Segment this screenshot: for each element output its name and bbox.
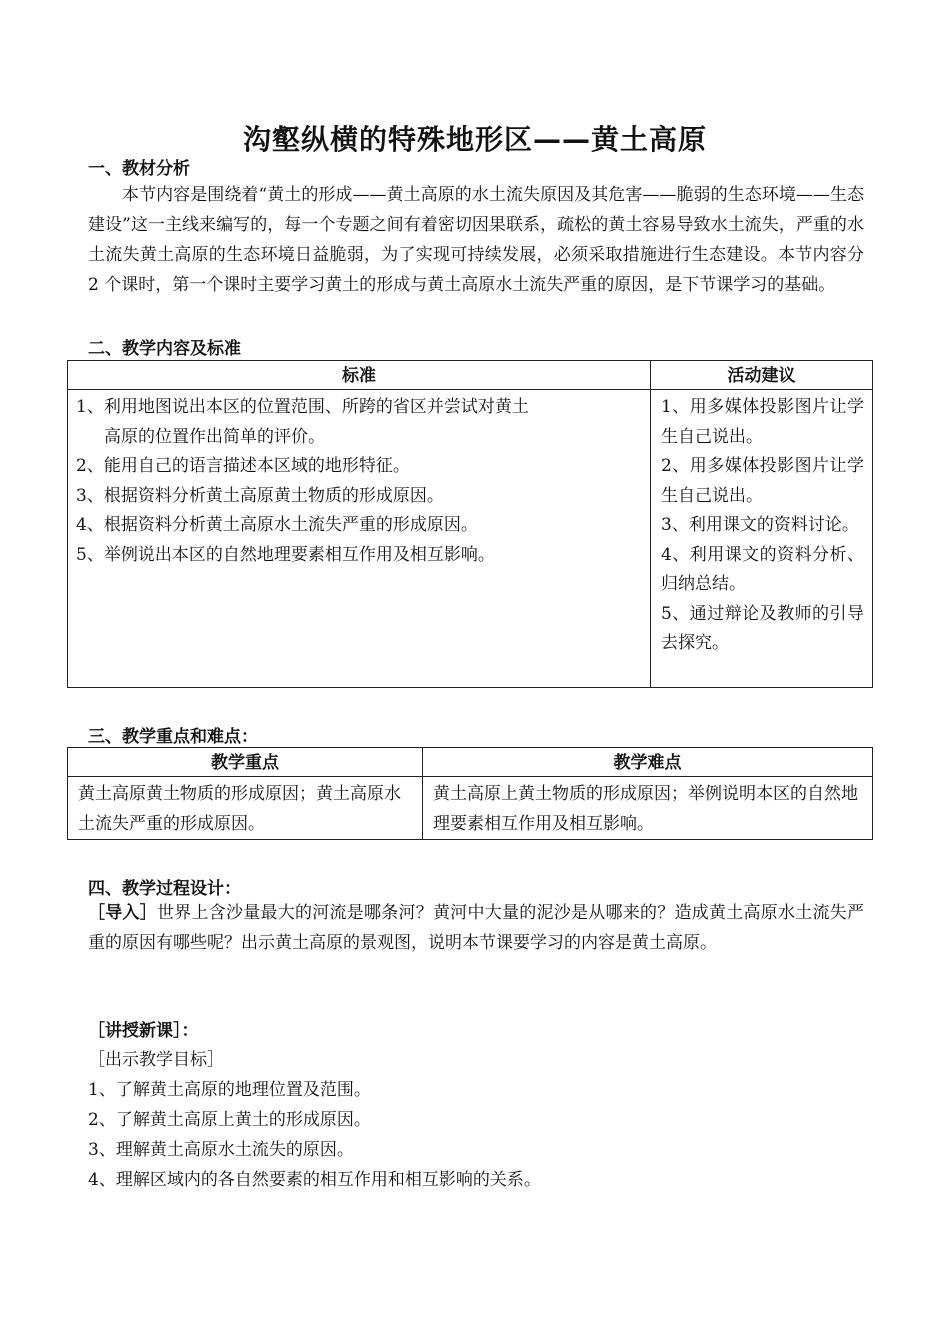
goal-item: 2、了解黄土高原上黄土的形成原因。 xyxy=(88,1110,371,1130)
intro-label: ［导入］ xyxy=(88,903,157,923)
standard-item: 高原的位置作出简单的评价。 xyxy=(104,426,325,447)
standard-item: 3、根据资料分析黄土高原黄土物质的形成原因。 xyxy=(76,485,444,506)
activities-header: 活动建议 xyxy=(651,361,873,390)
activity-item: 2、用多媒体投影图片让学生自己说出。 xyxy=(661,456,864,506)
difficult-cell xyxy=(423,777,873,840)
standards-cell xyxy=(68,390,651,688)
section-heading-process: 四、教学过程设计： xyxy=(88,879,241,899)
goal-item: 1、了解黄土高原的地理位置及范围。 xyxy=(88,1080,371,1100)
goal-item: 4、理解区域内的各自然要素的相互作用和相互影响的关系。 xyxy=(88,1170,541,1190)
activity-item: 4、利用课文的资料分析、归纳总结。 xyxy=(661,544,864,594)
new-lesson-heading: ［讲授新课］： xyxy=(88,1021,199,1041)
difficult-text: 黄土高原上黄土物质的形成原因；举例说明本区的自然地理要素相互作用及相互影响。 xyxy=(433,784,858,834)
section-heading-keypoints: 三、教学重点和难点： xyxy=(88,727,258,747)
analysis-paragraph: 本节内容是围绕着“黄土的形成——黄土高原的水土流失原因及其危害——脆弱的生态环境——生态建设”这一主线来编写的，每一个专题之间有着密切因果联系，疏松的黄土容易导致水土流失，严重的水土流失黄土高原的生态环境日益脆弱，为了实现可持续发展，必须采取措施进行生态建设。本节内容分 2 个课时，第一个课时主要学习黄土的形成与黄土高原水土流失严重的原因，是下节课学习的基础。 xyxy=(88,185,864,295)
key-header: 教学重点 xyxy=(68,748,423,777)
activity-item: 3、利用课文的资料讨论。 xyxy=(661,515,859,535)
activities-cell xyxy=(651,390,873,688)
standards-header: 标准 xyxy=(68,361,651,390)
standard-item: 2、能用自己的语言描述本区域的地形特征。 xyxy=(76,456,410,476)
intro-text: 世界上含沙量最大的河流是哪条河？黄河中大量的泥沙是从哪来的？造成黄土高原水土流失严重的原因有哪些呢？出示黄土高原的景观图，说明本节课要学习的内容是黄土高原。 xyxy=(88,903,864,953)
standard-item: 4、根据资料分析黄土高原水土流失严重的形成原因。 xyxy=(76,515,478,535)
goal-item: 3、理解黄土高原水土流失的原因。 xyxy=(88,1140,354,1160)
keypoints-table xyxy=(67,747,873,840)
difficult-header: 教学难点 xyxy=(423,748,873,777)
key-cell xyxy=(68,777,423,840)
key-text: 黄土高原黄土物质的形成原因；黄土高原水土流失严重的形成原因。 xyxy=(78,784,401,834)
intro-paragraph xyxy=(88,898,864,958)
activity-item: 5、通过辩论及教师的引导去探究。 xyxy=(661,603,864,653)
standard-item: 5、举例说出本区的自然地理要素相互作用及相互影响。 xyxy=(76,544,495,565)
standard-item: 1、利用地图说出本区的位置范围、所跨的省区并尝试对黄土 xyxy=(76,397,529,417)
section-heading-standards: 二、教学内容及标准 xyxy=(88,339,241,359)
page-title: 沟壑纵横的特殊地形区——黄土高原 xyxy=(242,123,707,156)
goals-label: ［出示教学目标］ xyxy=(88,1050,224,1070)
section-heading-analysis: 一、教材分析 xyxy=(88,159,190,179)
standards-table xyxy=(67,360,873,688)
activity-item: 1、用多媒体投影图片让学生自己说出。 xyxy=(661,397,864,447)
